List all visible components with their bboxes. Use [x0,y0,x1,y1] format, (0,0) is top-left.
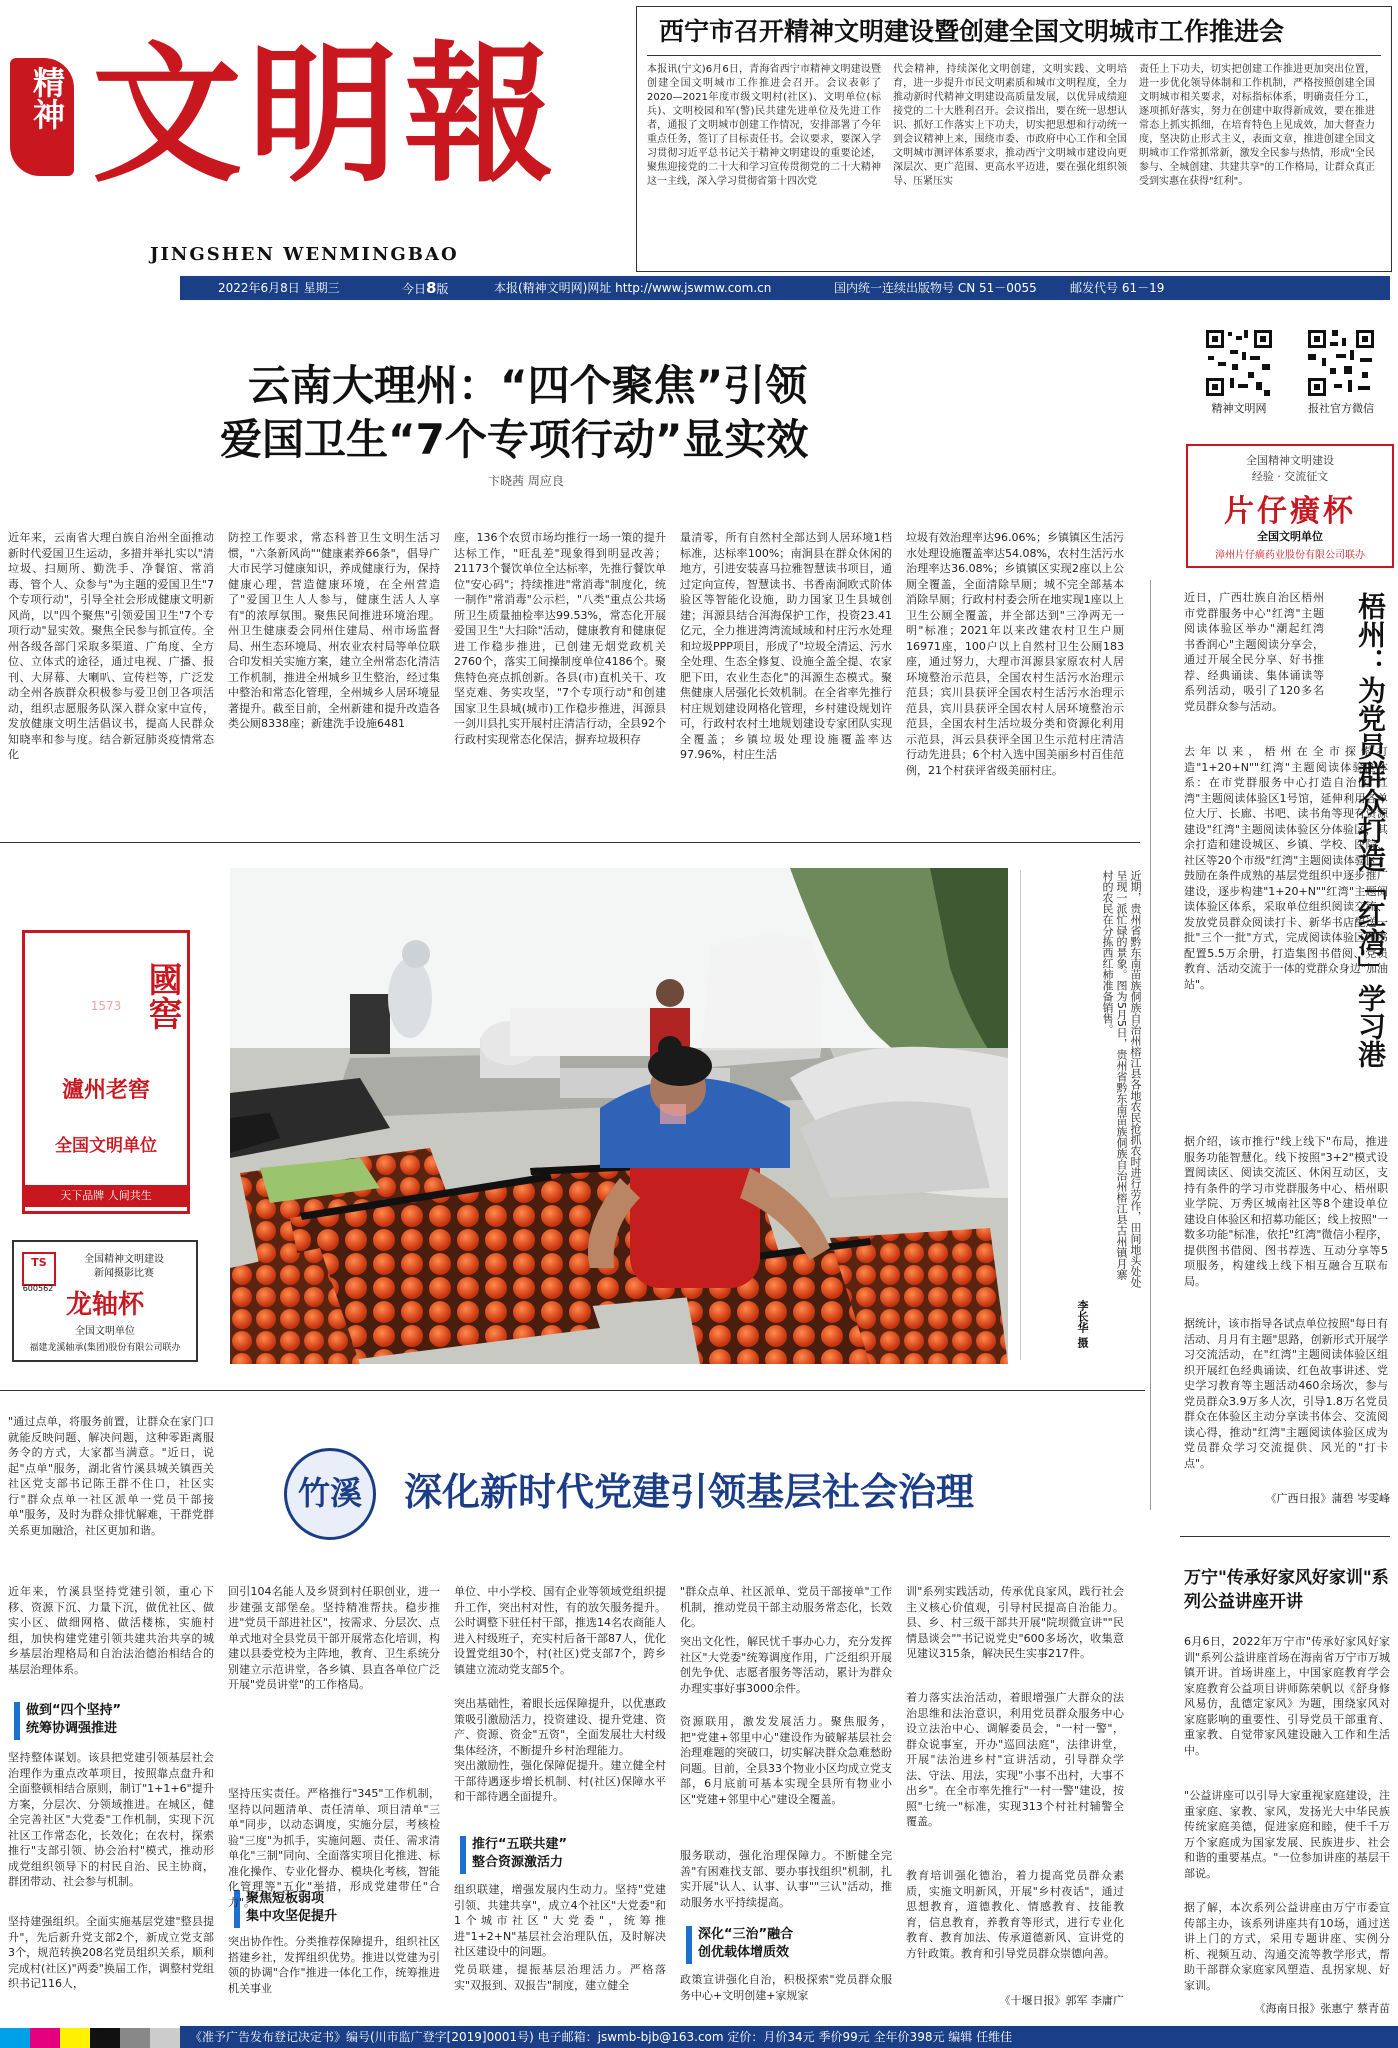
zhuxi-subhead-3: 聚焦短板弱项 集中攻坚促提升 [246,1891,338,1924]
ad1-line3: 全国文明单位 [1257,530,1323,543]
lead-authors: 卞晓茜 周应良 [488,474,564,488]
zhuxi-headline: 深化新时代党建引领基层社会治理 [404,1470,975,1514]
photo-tomato-market [230,868,1008,1364]
lead-col-1: 近年来，云南省大理白族自治州全面推动新时代爱国卫生运动，多措并举扎实以"清垃圾、扫厕所、勤洗手、净餐馆、常消毒、管个人、众参与"为主题的爱国卫生"7个专项行动"，引导全社会形成健康文明新风尚，以"四个聚焦"引领爱国卫生"7个专项行动"显实效。聚焦全民参与抓宣传。全州各级各部门采取多渠道、广角度、全方位、立体式的途径，通过电视、广播、报刊、大屏幕、大喇叭、宣传栏等，广泛发动全州各族群众积极参与爱卫创卫各项活动，组织志愿服务队深入群众家中宣传，发放健康文明生活倡议书，提高人民群众知晓率和参与度。结合新冠肺炎疫情常态化 [8,531,214,761]
zhuxi-col-3d: 组织联建，增强发展内生动力。坚持"党建引领、共建共享"，成立4个社区"大党委"和1个城市社区"大党委"，统筹推进"1+2+N"基层社会治理队伍，及时解决社区建设中的问题。 [454,1883,666,1958]
zhuxi-col-4e: 政策宣讲强化自治，积极探索"党员群众服务中心+文明创建+家规家 [680,1973,892,2002]
zhuxi-col-1b: 坚持整体谋划。该县把党建引领基层社会治理作为重点改革项目，按照靠点盘升和全面整顿相结合原则，制订"1+1+6"提升方案，分层次、分领域推进。在城区，健全完善社区"大党委"工作机制，实现下沉社区工作常态化，长效化；在农村，探索推行"支部引领、协会治村"模式，推动形成党组织领导下的村民自治、民主协商，群团带动、社会参与机制。 [8,1751,214,1888]
zhuxi-col-5c: 教育培训强化德治，着力提高党员群众素质，实施文明新风，开展"乡村夜话"，通过思想教育，道德教化、情感教育、技能教育，信息教育，养教育等形式，进行专业化教育、教育加法、传承道德新风、宣讲党的方针政策。教育和引导党员群众崇德向善。 [906,1869,1124,1960]
ad-pianzaihuang [1186,444,1394,568]
zhuxi-col-3a: 单位、中小学校、国有企业等领域党组织提升工作，突出村对性，有的放矢服务提升。公时调整下驻任村干部，推选14名农商能人进入村级班子，充实村后备干部87人，优化设置党组30个，村(社区)党支部7个，跨乡镇建立流动党支部5个。 [454,1585,666,1676]
qr-label-a: 精神文明网 [1211,402,1267,415]
wuzhou-col-2: 据介绍，该市推行"线上线下"布局，推进服务功能智慧化。线下按照"3+2"模式设置阅读区、阅读交流区、休闲互动区，支持有条件的学习市党群服务中心、梧州职业学院、万秀区城南社区等8个建设单位建设自体验区和招募功能区；线上按照"一数多功能"标准，依托"红湾"微信小程序，提供图书借阅、图书荐选、互动分享等5项服务，构建线上线下相互融合互联布局。 [1184,1135,1388,1288]
today-pages: 今日8版 [402,279,449,297]
ad3-badge: TS [22,1252,56,1286]
logo-pinyin: JINGSHEN WENMINGBAO [150,244,459,265]
qr-code-icon [1204,328,1274,398]
lead-col-5: 垃圾有效治理率达96.06%；乡镇镇区生活污水处理设施覆盖率达54.08%，农村生活污水治理率达36.08%；乡镇镇区实现2座以上公厕全覆盖，全面清除旱厕；城不完全部基本消除旱厕；行政村村委会所在地实现1座以上卫生公厕全覆盖，并全部达到"三净两无一明"标准；2021年以来改建农村卫生户厕16971座，100户以上自然村卫生公厕183座，通过努力，大理市洱源县家原农村人居环境整治示范县，全国农村生活污水治理示范县；宾川县获评全国农村生活污水治理示范县，宾川县获评全国农村人居环境整治示范县，全国农村生活垃圾分类和资源化利用示范县，洱云县获评全国卫生示范村庄清洁行动先进县；6个村入选中国美丽乡村百佳范例，21个村获评省级美丽村庄。 [906,531,1124,777]
zhuxi-col-4d: 服务联动，强化治理保障力。不断健全完善"有困难找支部、要办事找组织"机制，扎实开展"认人、认事、认事""三认"活动，推动服务水平持续提高。 [680,1849,892,1909]
footer-text: 《准予广告发布登记决定书》编号(川市监广登字[2019]0001号) 电子邮箱：jswmb-bjb@163.com 定价：月价34元 季价99元 全年价398元 编辑 任维佳 [190,2030,1013,2044]
ad2-line: 全国文明单位 [55,1136,157,1156]
zhuxi-intro: "通过点单，将服务前置，让群众在家门口就能反映问题、解决问题，这种零距离服务令的方式，大家都当满意。"近日，说起"点单"服务，湖北省竹溪县城关镇西关社区党支部书记陈王群不住口，社区实行"群众点单一社区派单一党员干部接单"服务，及时为群众排忧解难，干群党群关系更加融洽，社区更加和谐。 [8,1415,214,1537]
lead-col-4: 量清零，所有自然村全部达到人居环境1档标准，达标率100%；南涧县在群众休闲的地方，引进安装喜马拉雅智慧读书项目，通过定向宣传，智慧读书、书香南涧欧式阶体验区等智能化设施，助力国家卫生县城创建；洱源县结合洱海保护工作，投资23.41亿元，全力推进湾湾流域域和村庄污水处理和垃圾PPP项目，形成了"垃圾全清运、污水全处理、生态全修复、设施全盖全提、农家肥下田，农业生态化"的洱源生态模式。聚焦健康人居强化长效机制。在全省率先推行村庄规划建设网格化管理，乡村建设规划许可，行政村农村土地规划建设专家团队实现全覆盖；乡镇垃圾处理设施覆盖率达97.96%，村庄生活 [680,531,892,761]
wanning-source: 《海南日报》张惠宁 蔡青苗 [1254,2002,1390,2015]
ad3-badge-num: 600562 [22,1284,54,1293]
ad1-line2: 经验 · 交流征文 [1251,470,1329,483]
ad-guojiao [22,930,190,1214]
cn-number: 国内统一连续出版物号 CN 51－0055 [834,281,1037,295]
zhuxi-col-1c: 坚持建强组织。全面实施基层党建"整县提升"，先后新升党支部2个，新成立党支部3个，规范转换208名党员组织关系，顺利完成村(社区)"两委"换届工作，调整村党组织书记116人， [8,1915,214,1990]
ad2-brand: 國窖 [142,962,182,1030]
zhuxi-col-5b: 着力落实法治活动，着眼增强广大群众的法治思维和法治意识，利用党员群众服务中心设立法治中心、调解委员会，"一村一警"，群众说事室，开办"巡回法庭"，法律讲堂，开展"法治进乡村"宣讲活动，引导群众学法、守法、用法，实现"小事不出村，大事不出乡"。在全市率先推行"一村一警"建设，按照"七统一"标准，实现313个村社村辅警全覆盖。 [906,1691,1124,1828]
zhuxi-source: 《十堰日报》郭军 李庸广 [999,1994,1124,2007]
ad3-company: 福建龙溪轴承(集团)股份有限公司联办 [29,1343,181,1353]
top-story-col-3: 责任上下功夫，切实把创建工作推进更加突出位置，进一步优化领导体制和工作机制，严格按照创建全国文明城市相关要求，对标指标体系，明确责任分工，逐项抓好落实，努力在创建中取得新成效，要在推进常态上抓实抓细，在培育特色上见成效，加大督查力度，坚决防止形式主义，表面文章，推进创建全国文明城市工作常抓常新，激发全民参与热情，形成"全民参与、全城创建、共建共享"的工作格局，让群众真正受到实惠在获得"红利"。 [1139,64,1375,187]
ad1-brand: 片仔癀杯 [1224,494,1356,529]
zhuxi-col-4b: 突出文化性，解民忧千事办心力，充分发挥社区"大党委"统筹调度作用，广泛组织开展创先争优、志愿者服务等活动，累计为群众办理实事好事3000余件。 [680,1635,892,1695]
ad1-line1: 全国精神文明建设 [1246,454,1334,467]
qr-label-b: 报社官方微信 [1308,402,1374,415]
qr-code-a [1204,328,1274,398]
lead-headline-1: 云南大理州：“四个聚焦”引领 [248,361,808,410]
ad2-slogan: 天下品牌 人间共生 [25,1185,187,1207]
ad3-brand: 龙轴杯 [65,1290,144,1320]
wanning-col-3: 据了解，本次系列公益讲座由万宁市委宣传部主办，该系列讲座共有10场，通过送讲上门的方式，采用专题讲座、实例分析、视频互动、沟通交流等教学形式，帮助干部群众家庭家风塑造、乱拐家规、好家训。 [1184,1901,1390,1992]
zhuxi-subhead-4: 深化“三治”融合 创优载体增质效 [698,1927,794,1960]
website: 本报(精神文明网)网址 http://www.jswmw.com.cn [494,281,772,295]
zhuxi-subhead-2: 推行“五联共建” 整合资源激活力 [472,1837,568,1870]
zhuxi-col-2b: 坚持压实责任。严格推行"345"工作机制，坚持以问题清单、责任清单、项目清单"三单"同步，以动态调度，实施分层，考核检验"三度"为抓手，实施问题、责任、需求清单化"三制"同向、全面落实项目化推进、标准化操作、专业化督办、模块化考核，智能化管理等"五化"举措，形成党建带任"合力"。 [228,1787,440,1909]
ad2-brand2: 瀘州老窖 [61,1077,150,1103]
zhuxi-col-2c: 突出协作性。分类推荐保障提升，组织社区搭建乡社，发挥组织优势。推进以党建为引领的协调"合作"推进一体化工作，统筹推进机关事业 [228,1935,440,1995]
photo-credit: 李长华 摄 [1076,1300,1089,1348]
wuzhou-headline: 梧州：为党员群众打造「红湾」学习港 [1354,592,1387,1068]
ad-longzhou [12,1240,198,1362]
lead-col-3: 座，136个农贸市场均推行一场一策的提升达标工作，"旺乱差"现象得到明显改善；21173个餐饮单位全达标率，先推行餐饮单位"安心码"；持续推进"常消毒"制度化，统一制作"常消毒"公示栏，"八类"重点公共场所卫生质量抽检率达99.53%，常态化开展爱国卫生"大扫除"活动，健康教育和健康促进工作稳步推进，已创建无烟党政机关2760个，落实工间操制度单位4186个。聚焦特色亮点抓创新。各县(市)直机关干、攻坚克难、务实攻坚，"7个专项行动"和创建国家卫生县城(城市)工作稳步推进，洱源县一剑川县扎实开展村庄清洁行动，全县92个行政村实现常态化保洁，摒弃垃圾积存 [454,531,666,746]
lead-headline-2: 爱国卫生“7个专项行动”显实效 [220,415,809,464]
photo-caption: 近期，贵州省黔东南苗族侗族自治州榕江县各地农民抢抓农时进行劳作，田间地头处处呈现一派忙碌的景象。图为5月5日，贵州省黔东南苗族侗族自治州榕江县古州镇月寨村的农民在分拣西红柿准备销售。 [1101,870,1142,1288]
date-bar [180,276,1390,300]
issue-date: 2022年6月8日 星期三 [218,281,340,295]
zhuxi-seal-text: 竹溪 [297,1474,362,1512]
zhuxi-col-3c: 突出激励性，强化保障促提升。建立健全村干部待遇逐步增长机制、村(社区)保障水平和干部待遇全面提升。 [454,1759,666,1803]
ad3-line1: 全国精神文明建设 [84,1254,164,1265]
zhuxi-col-4c: 资源联用，激发发展活力。聚焦服务，把"党建+邻里中心"建设作为破解基层社会治理难题的突破口，切实解决群众急难愁盼问题。目前，全县33个物业小区均成立党支部，6月底前可基本实现全县所有物业小区"党建+邻里中心"建设全覆盖。 [680,1715,892,1806]
top-story-col-2: 代会精神，持续深化文明创建，文明实践、文明培育，进一步提升市民文明素质和城市文明程度，全力推动新时代精神文明建设高质量发展，以优异成绩迎接党的二十大胜利召开。会议指出，要在统一思想认识、抓好工作落实上下功夫，切实把思想和行动统一到会议精神上来，围绕市委、市政府中心工作和全国文明城市测评体系要求，推动西宁文明城市建设向更深层次、更广范围、更高水平迈进，要在强化组织领导、压紧压实 [893,64,1127,187]
logo-title: 文明報 [92,27,561,203]
logo-seal-text: 精神 [28,66,66,130]
zhuxi-col-3e: 党员联建，提振基层治理活力。严格落实"双报到、双报告"制度，建立健全 [454,1963,666,1992]
wanning-col-2: "公益讲座可以引导大家重视家庭建设，注重家庭、家教、家风，发扬光大中华民族传统家庭美德，促进家庭和睦，使千千万万个家庭成为国家发展、民族进步、社会和谐的重要基点。"一位参加讲座的基层干部说。 [1184,1789,1390,1880]
qr-code-b [1306,328,1376,398]
wuzhou-col-1: 去年以来，梧州在全市探索打造"1+20+N""红湾"主题阅读体验区体系：在市党群服务中心打造自治区"红湾"主题阅读体验区1号馆，延伸利用各单位大厅、长廊、书吧、读书角等现有资源建设"红湾"主题阅读体验区分体验区，其余打造和建设城区、乡镇、学校、医院、社区等20个市级"红湾"主题阅读体验区；鼓励在条件成熟的基层党组织中逐步推广建设，逐步构建"1+20+N""红湾"主题阅读体验区体系，采取单位组织阅读交流、发放党员群众阅读打卡、新华书店配送一批"三个一批"方式，完成阅读体验区图书配置5.5万余册，打造集图书借阅、党员教育、活动交流于一体的党群众身边"加油站"。 [1184,745,1388,991]
zhuxi-col-3b: 突出基础性，着眼长远保障提升，以优惠政策吸引激励活力，投资建设、提升党建、资产、资源、资金"五资"，全面发展壮大村级集体经济，不断提升乡村治理能力。 [454,1697,666,1757]
wuzhou-intro: 近日，广西壮族自治区梧州市党群服务中心"红湾"主题阅读体验区举办"潮起红湾 书香润心"主题阅读分享会，通过开展全民分享、好书推荐、经典诵读、集体诵读等系列活动，吸引了120多名党员群众参与活动。 [1184,591,1324,713]
masthead [0,0,628,275]
wuzhou-col-3: 据统计，该市指导各试点单位按照"每日有活动、月月有主题"思路，创新形式开展学习交流活动，在"红湾"主题阅读体验区组织开展红色经典诵读、红色故事讲述、党史学习教育等主题活动460余场次，参与党员群众3.9万多人次，引导1.8万名党员群众在体验区主动分享读书体会、交流阅读心得，推动"红湾"主题阅读体验区成为党员群众学习交流提供、风光的"打卡点"。 [1184,1317,1388,1470]
zhuxi-col-1a: 近年来，竹溪县坚持党建引领，重心下移、资源下沉、力量下沉，做优社区、做实小区、做细网格、做活楼栋，实施村组，加快构建党建引领共建共治共享的城乡基层治理格局和自治法治德治相结合的基层治理体系。 [8,1585,214,1676]
zhuxi-col-2a: 回引104名能人及乡贤到村任职创业，进一步建强支部堡垒。坚持精准帮扶。稳步推进"党员干部进社区"，按需求、分层次、点单式地对全县党员干部开展常态化培训，构建以县委党校为主阵地，教育、卫生系统分别建立示范讲堂，各乡镇、县直各单位广泛开展"党员讲堂"的工作格局。 [228,1585,440,1691]
ad2-year: 1573 [90,999,122,1013]
wanning-headline: 万宁"传承好家风好家训"系列公益讲座开讲 [1184,1568,1389,1612]
ad1-company: 漳州片仔癀药业股份有限公司联办 [1215,550,1365,561]
top-story-headline: 西宁市召开精神文明建设暨创建全国文明城市工作推进会 [659,17,1285,46]
wuzhou-source: 《广西日报》蒲碧 岑雯峰 [1265,1492,1390,1505]
wanning-col-1: 6月6日，2022年万宁市"传承好家风好家训"系列公益讲座首场在海南省万宁市万城镇开讲。首场讲座上，中国家庭教育学会家庭教育公益项目讲师陈荣帆以《舒身修风易仿，乱德定家风》为题，围绕家风对家庭影响的重要性、引导党员干部重育、重家教、自觉带家风建设融入工作和生活中。 [1184,1635,1390,1757]
top-story-col-1: 本报讯(宁文)6月6日，青海省西宁市精神文明建设暨创建全国文明城市工作推进会召开。会议表彰了2020—2021年度市级文明村(社区)、文明单位(标兵)、文明校园和军(警)民共建先进单位及先进工作者，通报了文明城市创建工作情况，安排部署了今年重点任务，签订了目标责任书。会议要求，要深入学习贯彻习近平总书记关于精神文明建设的重要论述，聚焦迎接党的二十大和学习宣传贯彻党的二十大精神这一主线，深入学习贯彻省第十四次党 [647,64,881,187]
ad3-line3: 全国文明单位 [75,1326,135,1337]
top-story-box [636,6,1392,272]
color-registration-bar [0,2028,180,2048]
zhuxi-col-5a: 训"系列实践活动，传承优良家风，践行社会主义核心价值观，引导村民提高自治能力。县、乡、村三级干部共开展"院坝微宣讲""民情恳谈会""书记说党史"600多场次，收集意见建议315条，解决民生实事217件。 [906,1585,1124,1660]
zhuxi-subhead-1: 做到“四个坚持” 统筹协调强推进 [26,1703,122,1736]
zhuxi-col-4a: "群众点单、社区派单、党员干部接单"工作机制，推动党员干部主动服务常态化，长效化。 [680,1585,892,1629]
ad3-line2: 新闻摄影比赛 [94,1268,154,1279]
qr-code-icon [1306,328,1376,398]
tomato-photo-image [230,868,1008,1364]
postal-code: 邮发代号 61－19 [1070,281,1165,295]
lead-col-2: 防控工作要求，常态科普卫生文明生活习惯，"六条新风尚""健康素养66条"，倡导广大市民学习健康知识，养成健康行为，保持健康心理，营造健康环境，在全州营造了"爱国卫生人人参与，健康生活人人享有"的浓厚氛围。聚焦民间推进环境治理。州卫生健康委会同州住建局、州市场监督局、州生态环境局、州农业农村局等单位联合印发相关实施方案，建立全州常态化清洁工作机制，推进全州城乡卫生整治，经过集中整治和常态化管理，全州城乡人居环境显著提升。截至目前，全州新建和提升改造各类公厕8338座；新建洗手设施6481 [228,531,440,730]
